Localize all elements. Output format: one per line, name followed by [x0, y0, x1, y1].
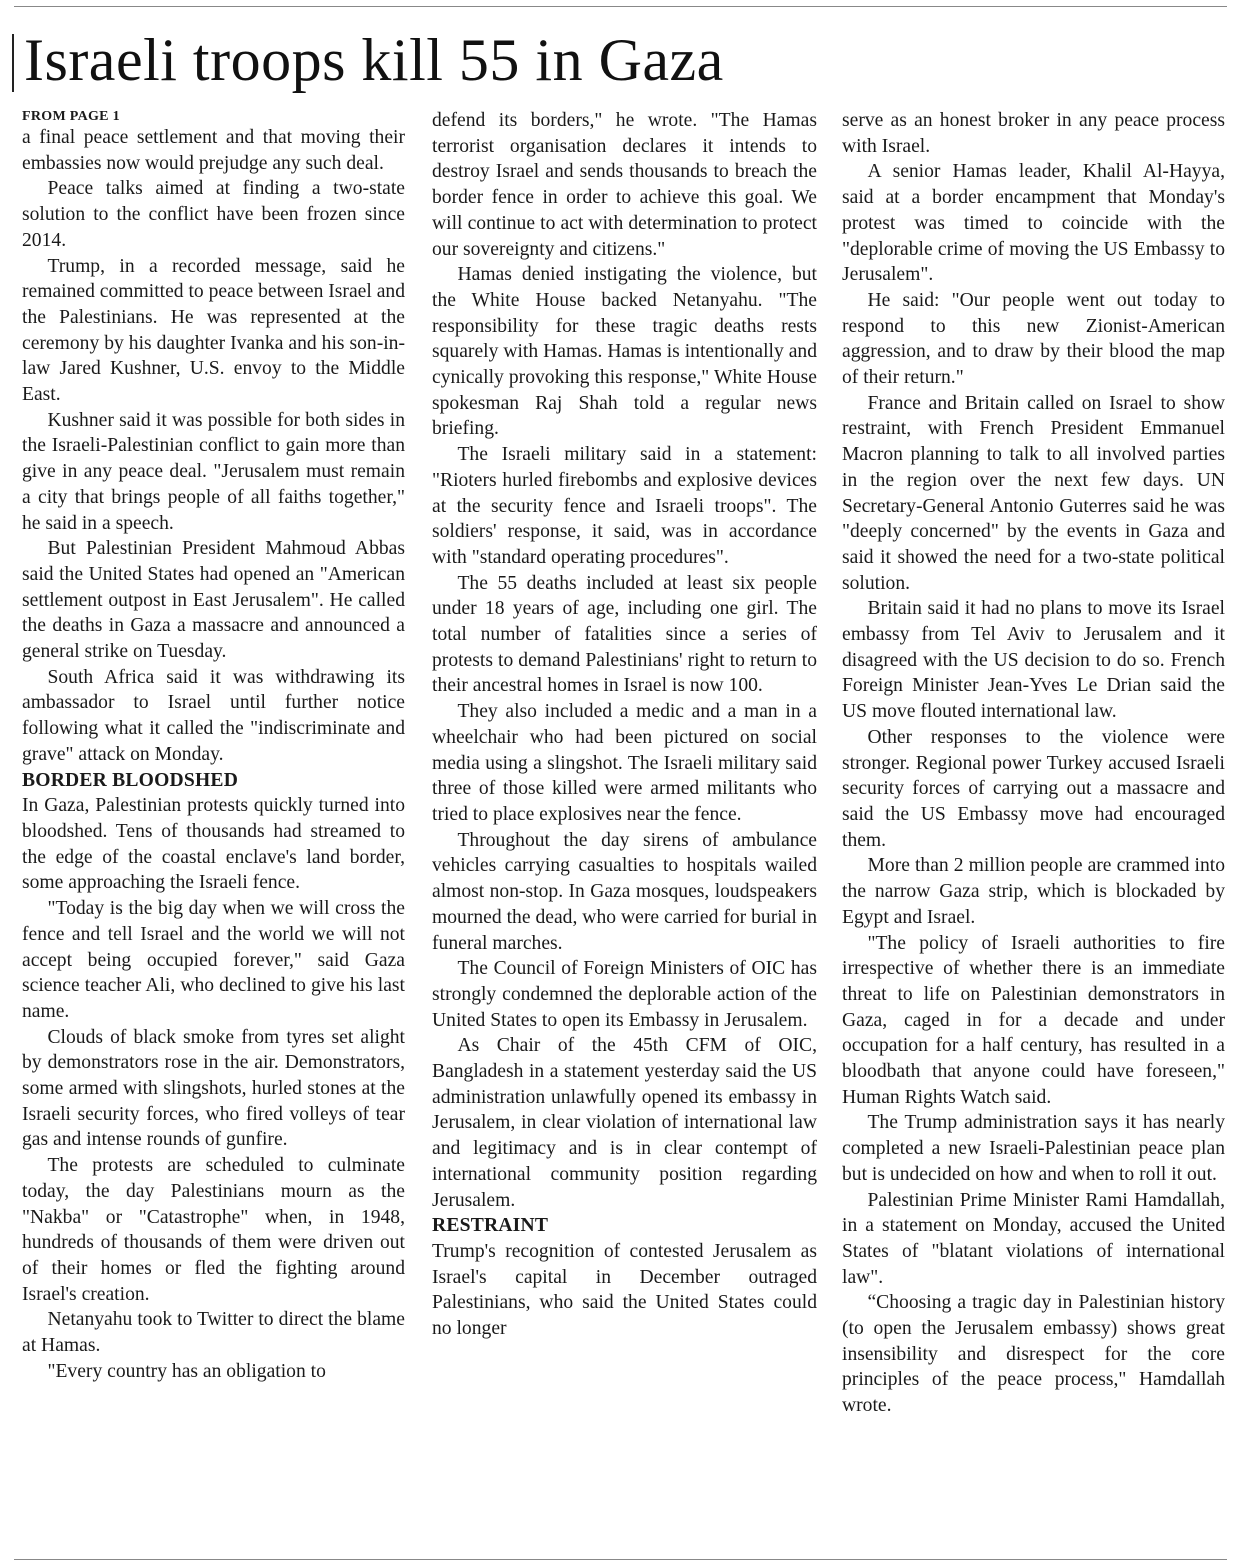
paragraph: Palestinian Prime Minister Rami Hamdallah, in a statement on Monday, accused the United States of "blatant violations of international law". [842, 1189, 1225, 1288]
article-column-1 [22, 108, 405, 1554]
paragraph: Netanyahu took to Twitter to direct the blame at Hamas. [22, 1309, 405, 1357]
headline-rule [12, 34, 14, 92]
subheading: BORDER BLOODSHED [22, 769, 239, 791]
bottom-rule [14, 1559, 1227, 1560]
paragraph: "Every country has an obligation to [47, 1360, 326, 1382]
paragraph: They also included a medic and a man in a wheelchair who had been pictured on social media using a slingshot. The Israeli military said three of those killed were armed militants who tried to place explosives near the fence. [432, 701, 817, 825]
paragraph: Throughout the day sirens of ambulance vehicles carrying casualties to hospitals wailed almost non-stop. In Gaza mosques, loudspeakers mourned the dead, who were carried for burial in funeral marches. [432, 829, 817, 954]
paragraph: In Gaza, Palestinian protests quickly turned into bloodshed. Tens of thousands had streamed to the edge of the coastal enclave's land border, some approaching the Israeli fence. [22, 795, 405, 894]
paragraph: Trump's recognition of contested Jerusalem as Israel's capital in December outraged Palestinians, who said the United States could no longer [432, 1240, 817, 1340]
paragraph: serve as an honest broker in any peace process with Israel. [842, 110, 1225, 157]
kicker: FROM PAGE 1 [22, 109, 120, 124]
paragraph: France and Britain called on Israel to show restraint, with French President Emmanuel Macron planning to talk to all involved parties in the region over the next few days. UN Secretary-General Antonio Guterres said he was "deeply concerned" by the events in Gaza and said it showed the need for a two-state political solution. [842, 392, 1225, 594]
paragraph: Peace talks aimed at finding a two-state solution to the conflict have been frozen since 2014. [22, 178, 405, 251]
top-rule [14, 6, 1227, 7]
paragraph: South Africa said it was withdrawing its ambassador to Israel until further notice following what it called the "indiscriminate and grave" attack on Monday. [22, 666, 405, 765]
paragraph: Clouds of black smoke from tyres set alight by demonstrators rose in the air. Demonstrators, some armed with slingshots, hurled stones at the Israeli security forces, who fired volleys of tear gas and intense rounds of gunfire. [22, 1026, 405, 1151]
paragraph: Britain said it had no plans to move its Israel embassy from Tel Aviv to Jerusalem and it disagreed with the US decision to do so. French Foreign Minister Jean-Yves Le Drian said the US move flouted international law. [842, 598, 1225, 723]
paragraph: As Chair of the 45th CFM of OIC, Bangladesh in a statement yesterday said the US administration unlawfully opened its embassy in Jerusalem, in clear violation of international law and legitimacy and is in clear contempt of international community position regarding Jerusalem. [432, 1035, 817, 1211]
paragraph: A senior Hamas leader, Khalil Al-Hayya, said at a border encampment that Monday's protest was timed to coincide with the "deplorable crime of moving the US Embassy to Jerusalem". [842, 161, 1225, 286]
paragraph: The Council of Foreign Ministers of OIC has strongly condemned the deplorable action of the United States to open its Embassy in Jerusalem. [432, 958, 817, 1031]
paragraph: a final peace settlement and that moving their embassies now would prejudge any such deal. [22, 127, 405, 174]
article-column-2 [432, 108, 817, 1554]
paragraph: Kushner said it was possible for both sides in the Israeli-Palestinian conflict to gain more than give in any peace deal. "Jerusalem must remain a city that brings people of all faiths together," he said in a speech. [22, 409, 405, 534]
paragraph: But Palestinian President Mahmoud Abbas said the United States had opened an "American settlement outpost in East Jerusalem". He called the deaths in Gaza a massacre and announced a general strike on Tuesday. [22, 538, 405, 663]
paragraph: “Choosing a tragic day in Palestinian history (to open the Jerusalem embassy) shows great insensibility and disrespect for the core principles of the peace process," Hamdallah wrote. [842, 1292, 1225, 1417]
paragraph: "Today is the big day when we will cross the fence and tell Israel and the world we will not accept being occupied forever," said Gaza science teacher Ali, who declined to give his last name. [22, 898, 405, 1022]
paragraph: The Trump administration says it has nearly completed a new Israeli-Palestinian peace plan but is undecided on how and when to roll it out. [842, 1112, 1225, 1185]
headline: Israeli troops kill 55 in Gaza [24, 27, 724, 93]
paragraph: Hamas denied instigating the violence, but the White House backed Netanyahu. "The responsibility for these tragic deaths rests squarely with Hamas. Hamas is intentionally and cynically provoking this response," White House spokesman Raj Shah told a regular news briefing. [432, 264, 817, 440]
paragraph: The Israeli military said in a statement: "Rioters hurled firebombs and explosive devices at the security fence and Israeli troops". The soldiers' response, it said, was in accordance with "standard operating procedures". [432, 444, 817, 568]
paragraph: defend its borders," he wrote. "The Hamas terrorist organisation declares it intends to destroy Israel and sends thousands to breach the border fence in order to achieve this goal. We will continue to act with determination to protect our sovereignty and citizens." [432, 110, 817, 260]
article-column-3 [842, 108, 1225, 1554]
paragraph: He said: "Our people went out today to respond to this new Zionist-American aggression, and to draw by their blood the map of their return." [842, 289, 1225, 389]
paragraph: The 55 deaths included at least six people under 18 years of age, including one girl. The total number of fatalities since a series of protests to demand Palestinians' right to return to their ancestral homes in Israel is now 100. [432, 572, 817, 697]
paragraph: Trump, in a recorded message, said he remained committed to peace between Israel and the Palestinians. He was represented at the ceremony by his daughter Ivanka and his son-in-law Jared Kushner, U.S. envoy to the Middle East. [22, 255, 405, 406]
paragraph: The protests are scheduled to culminate today, the day Palestinians mourn as the "Nakba" or "Catastrophe" when, in 1948, hundreds of thousands of them were driven out of their homes or fled the fighting around Israel's creation. [22, 1155, 405, 1305]
paragraph: Other responses to the violence were stronger. Regional power Turkey accused Israeli security forces of carrying out a massacre and said the US Embassy move had encouraged them. [842, 726, 1225, 851]
paragraph: "The policy of Israeli authorities to fire irrespective of whether there is an immediate threat to life on Palestinian demonstrators in Gaza, caged in for a decade and under occupation for a half century, has resulted in a bloodbath that anyone could have foreseen," Human Rights Watch said. [842, 932, 1225, 1108]
subheading: RESTRAINT [432, 1215, 549, 1237]
paragraph: More than 2 million people are crammed into the narrow Gaza strip, which is blockaded by Egypt and Israel. [842, 855, 1225, 928]
